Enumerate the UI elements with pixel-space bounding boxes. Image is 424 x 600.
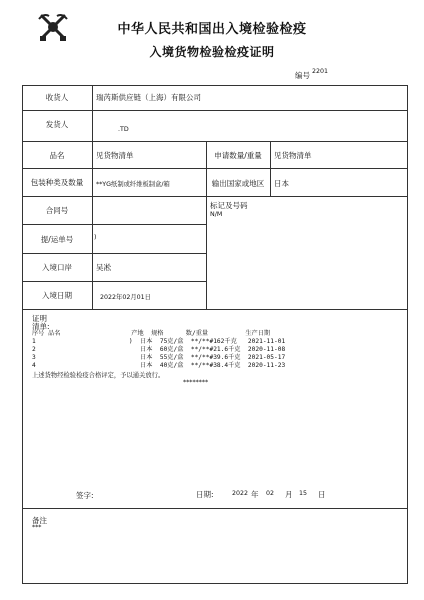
- goods-label: 品名: [49, 151, 65, 160]
- end-stars: ********: [183, 379, 209, 386]
- bill-of-lading-value: ): [94, 234, 97, 241]
- signature-label: 签字:: [76, 491, 94, 500]
- list-title: 清单:: [32, 322, 50, 331]
- row-divider: [22, 110, 408, 111]
- contract-label: 合同号: [45, 206, 69, 215]
- serial-value: 2201: [312, 68, 329, 75]
- origin-label: 输出国家或地区: [211, 179, 265, 188]
- bill-of-lading-label: 提/运单号: [40, 235, 74, 244]
- goods-table-row: 2 日本 60克/盒 **/**#21.6千克 2020-11-08: [32, 346, 286, 353]
- quantity-label: 申请数量/重量: [214, 151, 262, 160]
- marks-value: N/M: [210, 211, 223, 218]
- issue-date-year: 2022: [232, 490, 249, 497]
- row-divider: [22, 224, 206, 225]
- consignor-label: 发货人: [45, 120, 69, 129]
- serial-label: 编号: [295, 71, 310, 80]
- remarks-value: ***: [32, 524, 42, 531]
- consignee-value: 瑞芮斯供应链（上海）有限公司: [96, 93, 201, 102]
- document-title: 中华人民共和国出入境检验检疫: [117, 22, 307, 37]
- consignee-label: 收货人: [45, 93, 69, 102]
- row-divider: [22, 309, 408, 310]
- remarks-label: 备注: [32, 516, 47, 525]
- document-subtitle: 入境货物检验检疫证明: [149, 45, 275, 59]
- goods-table-header: 序号 品名 产地 规格 数/重量 生产日期: [32, 330, 271, 337]
- package-label: 包装种类及数量: [30, 178, 84, 187]
- certificate-title: 证明: [32, 314, 47, 323]
- issue-date-day: 15: [299, 490, 308, 497]
- issue-date-month-unit: 月: [285, 490, 293, 499]
- entry-port-label: 入境口岸: [42, 263, 72, 272]
- row-divider: [22, 508, 408, 509]
- goods-table-row: 4 日本 40克/盒 **/**#38.4千克 2020-11-23: [32, 362, 286, 369]
- col-divider: [270, 141, 271, 196]
- row-divider: [22, 168, 408, 169]
- row-divider: [22, 281, 206, 282]
- issue-date-label: 日期:: [196, 490, 214, 499]
- entry-date-value: 2022年02月01日: [100, 294, 151, 301]
- goods-table-row: 3 日本 55克/盒 **/**#39.6千克 2021-05-17: [32, 354, 286, 361]
- issue-date-day-unit: 日: [318, 490, 326, 499]
- col-divider: [206, 141, 207, 309]
- conclusion-text: 上述货物经检验检疫合格评定，予以通关放行。: [32, 372, 165, 379]
- package-value: **YG纸制或纤维板制盒/箱: [96, 181, 170, 188]
- consignor-value: .TD: [118, 126, 129, 133]
- marks-label: 标记及号码: [210, 201, 248, 210]
- row-divider: [22, 141, 408, 142]
- goods-table-row: 1 ) 日本 75克/盒 **/**#162千克 2021-11-01: [32, 338, 286, 345]
- quantity-value: 见货物清单: [274, 151, 312, 160]
- col-divider: [92, 85, 93, 309]
- row-divider: [22, 253, 206, 254]
- issue-date-year-unit: 年: [251, 490, 259, 499]
- row-divider: [22, 196, 408, 197]
- entry-port-value: 吴凇: [96, 263, 111, 272]
- goods-value: 见货物清单: [96, 151, 134, 160]
- origin-value: 日本: [274, 179, 289, 188]
- entry-date-label: 入境日期: [42, 291, 72, 300]
- issue-date-month: 02: [266, 490, 275, 497]
